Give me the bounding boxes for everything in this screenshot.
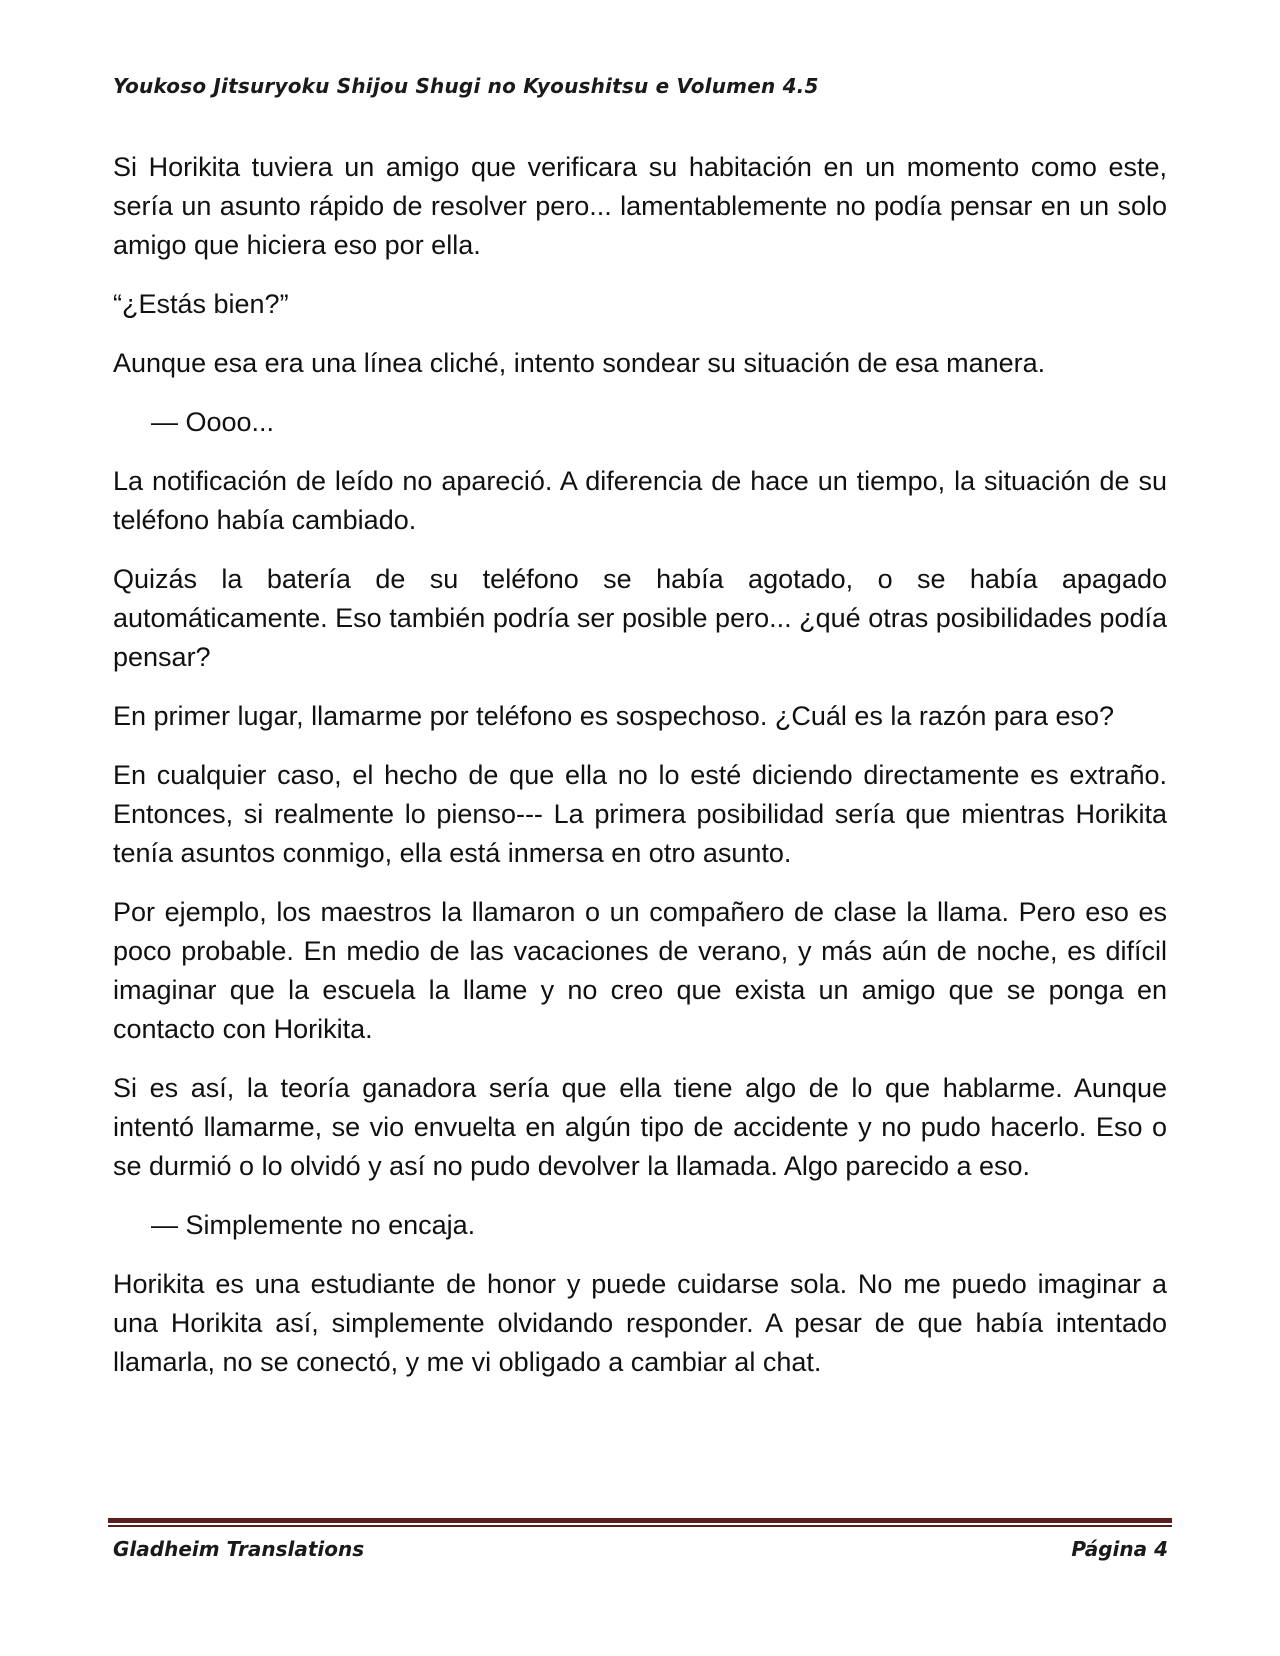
- paragraph: La notificación de leído no apareció. A diferencia de hace un tiempo, la situación de su teléfono había cambiado.: [113, 466, 1167, 535]
- paragraph: “¿Estás bien?”: [113, 289, 289, 319]
- paragraph: Horikita es una estudiante de honor y puede cuidarse sola. No me puedo imaginar a una Horikita así, simplemente olvidando responder. A pesar de que había intentado llamarla, no se conectó, y me vi obligado a cambiar al chat.: [113, 1269, 1167, 1377]
- paragraph: En cualquier caso, el hecho de que ella no lo esté diciendo directamente es extraño. Entonces, si realmente lo pienso--- La primera posibilidad sería que mientras Horikita tenía asuntos conmigo, ella está inmersa en otro asunto.: [113, 760, 1167, 868]
- paragraph: Por ejemplo, los maestros la llamaron o un compañero de clase la llama. Pero eso es poco probable. En medio de las vacaciones de verano, y más aún de noche, es difícil imaginar que la escuela la llame y no creo que exista un amigo que se ponga en contacto con Horikita.: [113, 897, 1167, 1044]
- paragraph: — Simplemente no encaja.: [151, 1210, 476, 1240]
- document-body: [113, 148, 1167, 1402]
- footer-divider-thick: [108, 1518, 1172, 1523]
- footer-divider-thin: [108, 1525, 1172, 1527]
- page-header-title: Youkoso Jitsuryoku Shijou Shugi no Kyoushitsu e Volumen 4.5: [113, 74, 819, 98]
- footer-page-number: Página 4: [1071, 1537, 1168, 1561]
- paragraph: En primer lugar, llamarme por teléfono es sospechoso. ¿Cuál es la razón para eso?: [113, 701, 1115, 731]
- paragraph: Si Horikita tuviera un amigo que verificara su habitación en un momento como este, sería un asunto rápido de resolver pero... lamentablemente no podía pensar en un solo amigo que hiciera eso por ella.: [113, 152, 1167, 260]
- footer-translator-credit: Gladheim Translations: [113, 1537, 365, 1561]
- paragraph: Si es así, la teoría ganadora sería que ella tiene algo de lo que hablarme. Aunque intentó llamarme, se vio envuelta en algún tipo de accidente y no pudo hacerlo. Eso o se durmió o lo olvidó y así no pudo devolver la llamada. Algo parecido a eso.: [113, 1073, 1167, 1181]
- paragraph: Quizás la batería de su teléfono se había agotado, o se había apagado automáticamente. Eso también podría ser posible pero... ¿qué otras posibilidades podía pensar?: [113, 564, 1167, 672]
- paragraph: Aunque esa era una línea cliché, intento sondear su situación de esa manera.: [113, 348, 1046, 378]
- paragraph: — Oooo...: [151, 407, 275, 437]
- footer-divider: [108, 1518, 1172, 1527]
